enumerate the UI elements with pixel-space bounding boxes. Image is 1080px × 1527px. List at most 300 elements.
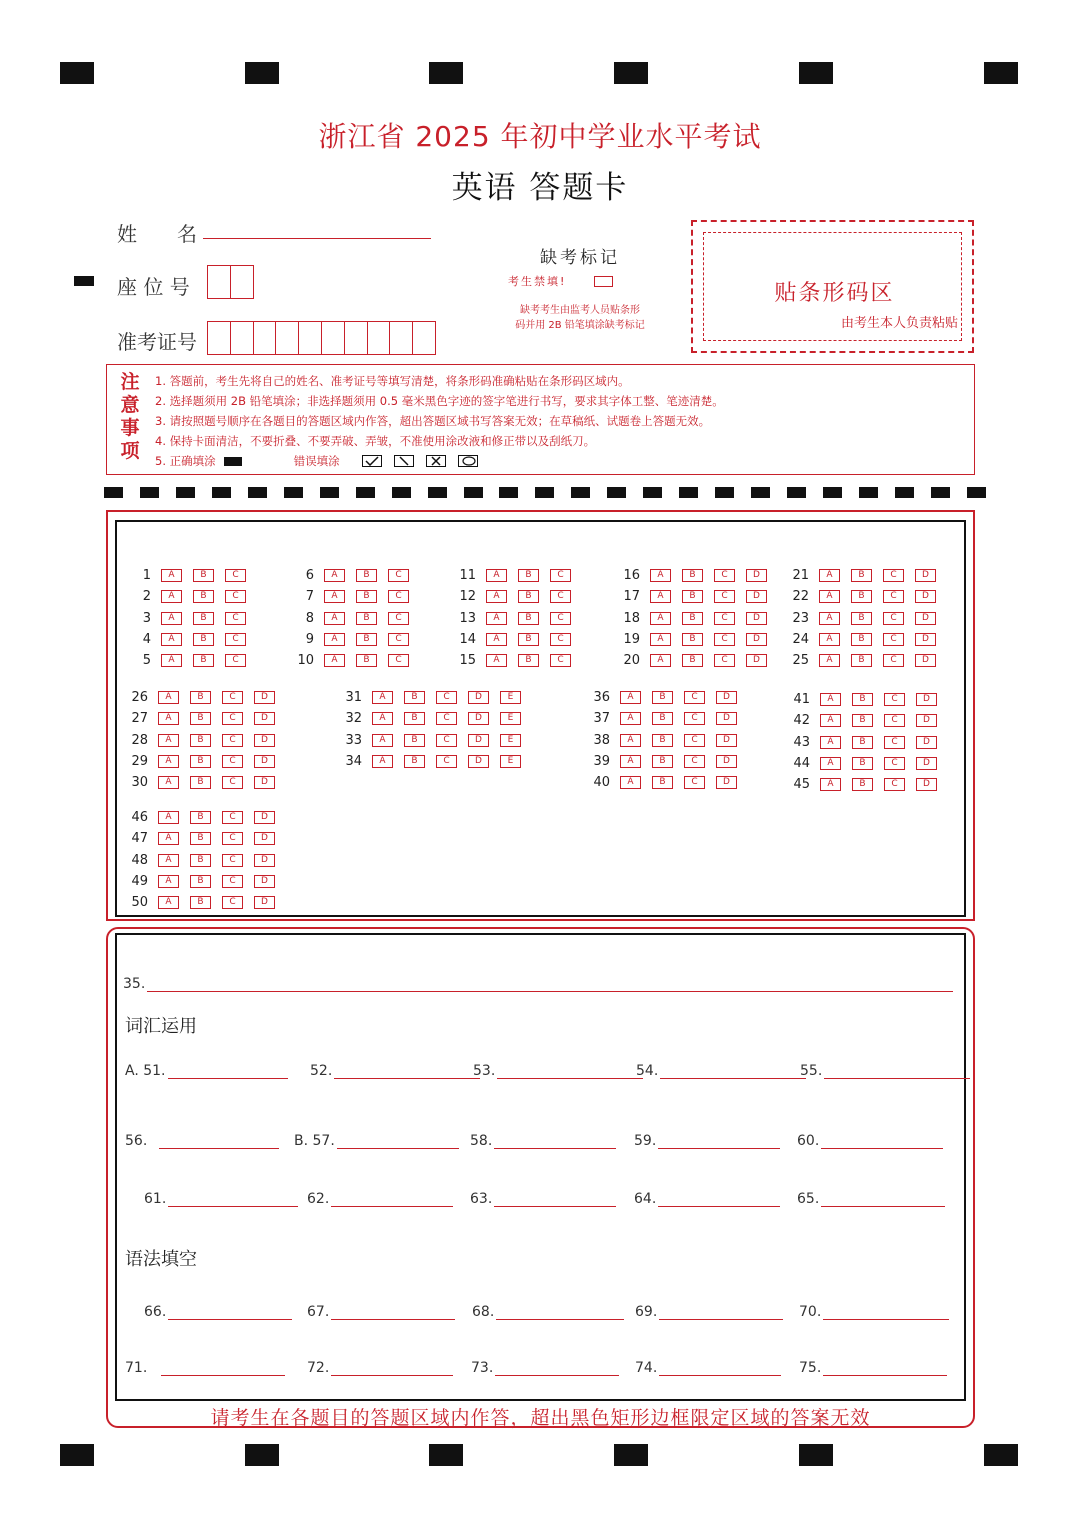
fill-blank[interactable] bbox=[144, 1191, 298, 1207]
answer-bubble[interactable]: C bbox=[225, 569, 246, 582]
answer-bubble[interactable]: C bbox=[222, 811, 243, 824]
id-box[interactable] bbox=[390, 322, 413, 354]
answer-bubble[interactable]: B bbox=[356, 569, 377, 582]
fill-blank[interactable] bbox=[473, 1063, 643, 1079]
answer-bubble[interactable]: C bbox=[222, 712, 243, 725]
answer-bubble[interactable]: B bbox=[652, 734, 673, 747]
question-row bbox=[590, 690, 748, 705]
answer-bubble[interactable]: C bbox=[550, 654, 571, 667]
answer-bubble[interactable]: B bbox=[518, 633, 539, 646]
fill-blank[interactable] bbox=[307, 1360, 453, 1376]
question-number: 47 bbox=[131, 831, 148, 847]
answer-bubble[interactable]: A bbox=[324, 612, 345, 625]
answer-bubble[interactable]: C bbox=[388, 590, 409, 603]
answer-bubble[interactable]: A bbox=[158, 832, 179, 845]
answer-bubble[interactable]: E bbox=[500, 691, 521, 704]
answer-bubble[interactable]: C bbox=[884, 778, 905, 791]
answer-bubble[interactable]: A bbox=[650, 654, 671, 667]
answer-bubble[interactable]: D bbox=[468, 712, 489, 725]
question-row bbox=[128, 690, 286, 705]
answer-bubble[interactable]: C bbox=[714, 569, 735, 582]
question-row bbox=[456, 632, 582, 647]
barcode-area[interactable] bbox=[691, 220, 974, 353]
answer-bubble[interactable]: A bbox=[650, 569, 671, 582]
blank-number: A. 51. bbox=[125, 1063, 166, 1079]
answer-bubble[interactable]: C bbox=[714, 590, 735, 603]
answer-bubble[interactable]: D bbox=[468, 691, 489, 704]
answer-bubble[interactable]: A bbox=[486, 569, 507, 582]
answer-bubble[interactable]: C bbox=[684, 691, 705, 704]
answer-bubble[interactable]: B bbox=[682, 633, 703, 646]
answer-bubble[interactable]: B bbox=[193, 590, 214, 603]
answer-bubble[interactable]: A bbox=[620, 712, 641, 725]
answer-bubble[interactable]: A bbox=[819, 654, 840, 667]
fill-blank[interactable] bbox=[471, 1360, 619, 1376]
answer-bubble[interactable]: B bbox=[193, 654, 214, 667]
answer-bubble[interactable]: C bbox=[714, 612, 735, 625]
answer-bubble[interactable]: C bbox=[714, 633, 735, 646]
answer-bubble[interactable]: A bbox=[158, 712, 179, 725]
answer-bubble[interactable]: C bbox=[222, 755, 243, 768]
question-row bbox=[620, 653, 778, 668]
answer-bubble[interactable]: C bbox=[222, 776, 243, 789]
answer-bubble[interactable]: A bbox=[819, 569, 840, 582]
answer-bubble[interactable]: C bbox=[222, 734, 243, 747]
answer-bubble[interactable]: B bbox=[190, 875, 211, 888]
question-number: 23 bbox=[792, 610, 809, 626]
fill-blank[interactable] bbox=[125, 1360, 285, 1376]
answer-line[interactable] bbox=[821, 1147, 943, 1149]
question-number: 37 bbox=[593, 711, 610, 727]
answer-bubble[interactable]: C bbox=[884, 693, 905, 706]
absent-note-line2: 码并用 2B 铅笔填涂缺考标记 bbox=[515, 320, 645, 331]
answer-bubble[interactable]: A bbox=[161, 633, 182, 646]
id-box[interactable] bbox=[368, 322, 391, 354]
answer-line[interactable] bbox=[658, 1205, 780, 1207]
answer-bubble[interactable]: C bbox=[388, 569, 409, 582]
answer-bubble[interactable]: B bbox=[190, 691, 211, 704]
answer-bubble[interactable]: D bbox=[254, 691, 275, 704]
answer-bubble[interactable]: A bbox=[158, 734, 179, 747]
answer-bubble[interactable]: C bbox=[684, 776, 705, 789]
answer-bubble[interactable]: C bbox=[225, 590, 246, 603]
wrong-fill-cross-icon bbox=[426, 455, 446, 467]
answer-bubble[interactable]: D bbox=[468, 755, 489, 768]
answer-bubble[interactable]: D bbox=[716, 712, 737, 725]
answer-line[interactable] bbox=[496, 1318, 624, 1320]
fill-blank[interactable] bbox=[294, 1133, 459, 1149]
answer-bubble[interactable]: B bbox=[851, 612, 872, 625]
answer-bubble[interactable]: A bbox=[819, 612, 840, 625]
answer-bubble[interactable]: A bbox=[158, 875, 179, 888]
answer-line[interactable] bbox=[497, 1077, 643, 1079]
seat-number-boxes[interactable] bbox=[207, 265, 254, 299]
answer-bubble[interactable]: C bbox=[225, 612, 246, 625]
timing-mark bbox=[60, 1444, 94, 1466]
answer-bubble[interactable]: A bbox=[372, 734, 393, 747]
answer-line[interactable] bbox=[331, 1318, 455, 1320]
answer-bubble[interactable]: E bbox=[500, 755, 521, 768]
answer-bubble[interactable]: B bbox=[193, 569, 214, 582]
answer-bubble[interactable]: C bbox=[883, 590, 904, 603]
answer-line[interactable] bbox=[337, 1147, 459, 1149]
answer-line[interactable] bbox=[659, 1318, 783, 1320]
question-row bbox=[131, 568, 257, 583]
answer-bubble[interactable]: A bbox=[158, 896, 179, 909]
correct-fill-label: 5. 正确填涂 bbox=[155, 454, 216, 468]
answer-bubble[interactable]: B bbox=[652, 691, 673, 704]
answer-bubble[interactable]: B bbox=[356, 590, 377, 603]
question-row bbox=[128, 853, 286, 868]
timing-mark bbox=[984, 1444, 1018, 1466]
answer-bubble[interactable]: D bbox=[254, 776, 275, 789]
answer-bubble[interactable]: C bbox=[222, 896, 243, 909]
id-box[interactable] bbox=[413, 322, 435, 354]
answer-bubble[interactable]: C bbox=[883, 654, 904, 667]
answer-bubble[interactable]: D bbox=[916, 736, 937, 749]
answer-bubble[interactable]: D bbox=[915, 612, 936, 625]
answer-bubble[interactable]: C bbox=[436, 734, 457, 747]
answer-bubble[interactable]: A bbox=[324, 590, 345, 603]
answer-bubble[interactable]: A bbox=[819, 633, 840, 646]
answer-line[interactable] bbox=[168, 1318, 292, 1320]
answer-bubble[interactable]: A bbox=[324, 633, 345, 646]
answer-line[interactable] bbox=[494, 1205, 616, 1207]
answer-bubble[interactable]: C bbox=[884, 714, 905, 727]
answer-bubble[interactable]: A bbox=[650, 612, 671, 625]
fill-blank[interactable] bbox=[634, 1133, 780, 1149]
question-row bbox=[790, 777, 948, 792]
absent-checkbox[interactable] bbox=[594, 276, 613, 287]
dash-mark bbox=[284, 487, 303, 498]
answer-bubble[interactable]: B bbox=[851, 633, 872, 646]
answer-bubble[interactable]: A bbox=[819, 590, 840, 603]
answer-line[interactable] bbox=[168, 1077, 288, 1079]
fill-blank[interactable] bbox=[310, 1063, 480, 1079]
answer-bubble[interactable]: A bbox=[486, 590, 507, 603]
answer-bubble[interactable]: B bbox=[190, 896, 211, 909]
answer-bubble[interactable]: D bbox=[746, 590, 767, 603]
answer-bubble[interactable]: A bbox=[620, 691, 641, 704]
answer-bubble[interactable]: B bbox=[518, 612, 539, 625]
answer-line[interactable] bbox=[658, 1147, 780, 1149]
answer-line[interactable] bbox=[821, 1205, 945, 1207]
answer-bubble[interactable]: B bbox=[852, 757, 873, 770]
blank-number: 64. bbox=[634, 1191, 657, 1207]
answer-bubble[interactable]: D bbox=[915, 633, 936, 646]
wrong-fill-slash-icon bbox=[394, 455, 414, 467]
answer-bubble[interactable]: D bbox=[254, 755, 275, 768]
absent-mark-title: 缺考标记 bbox=[540, 248, 620, 268]
question-row bbox=[128, 895, 286, 910]
answer-bubble[interactable]: B bbox=[682, 590, 703, 603]
exam-id-boxes[interactable] bbox=[207, 321, 436, 355]
answer-line[interactable] bbox=[823, 1374, 947, 1376]
answer-bubble[interactable]: B bbox=[852, 778, 873, 791]
answer-bubble[interactable]: B bbox=[190, 755, 211, 768]
answer-line[interactable] bbox=[331, 1205, 453, 1207]
answer-bubble[interactable]: B bbox=[404, 734, 425, 747]
answer-bubble[interactable]: A bbox=[486, 654, 507, 667]
answer-bubble[interactable]: C bbox=[550, 569, 571, 582]
answer-bubble[interactable]: D bbox=[915, 569, 936, 582]
id-box[interactable] bbox=[322, 322, 345, 354]
answer-line[interactable] bbox=[168, 1205, 298, 1207]
answer-bubble[interactable]: A bbox=[820, 693, 841, 706]
answer-bubble[interactable]: B bbox=[356, 654, 377, 667]
fill-blank[interactable] bbox=[307, 1191, 453, 1207]
answer-bubble[interactable]: C bbox=[883, 633, 904, 646]
blank-number: B. 57. bbox=[294, 1133, 335, 1149]
answer-bubble[interactable]: D bbox=[468, 734, 489, 747]
answer-bubble[interactable]: C bbox=[388, 654, 409, 667]
fill-blank[interactable] bbox=[125, 1063, 288, 1079]
answer-bubble[interactable]: B bbox=[193, 612, 214, 625]
answer-bubble[interactable]: C bbox=[222, 854, 243, 867]
blank-number: 73. bbox=[471, 1360, 494, 1376]
answer-bubble[interactable]: C bbox=[550, 612, 571, 625]
answer-bubble[interactable]: B bbox=[852, 736, 873, 749]
answer-bubble[interactable]: D bbox=[746, 654, 767, 667]
answer-bubble[interactable]: B bbox=[682, 612, 703, 625]
answer-bubble[interactable]: C bbox=[883, 569, 904, 582]
answer-bubble[interactable]: A bbox=[158, 691, 179, 704]
question-number: 30 bbox=[131, 775, 148, 791]
answer-bubble[interactable]: C bbox=[436, 755, 457, 768]
id-box[interactable] bbox=[276, 322, 299, 354]
answer-bubble[interactable]: B bbox=[652, 776, 673, 789]
answer-bubble[interactable]: D bbox=[254, 854, 275, 867]
card-title: 英语 答题卡 bbox=[451, 170, 629, 206]
answer-bubble[interactable]: D bbox=[254, 734, 275, 747]
answer-bubble[interactable]: D bbox=[915, 654, 936, 667]
answer-bubble[interactable]: D bbox=[254, 896, 275, 909]
fill-blank[interactable] bbox=[472, 1304, 624, 1320]
answer-bubble[interactable]: D bbox=[254, 811, 275, 824]
name-field[interactable] bbox=[203, 238, 431, 239]
answer-bubble[interactable]: C bbox=[222, 691, 243, 704]
answer-bubble[interactable]: B bbox=[356, 633, 377, 646]
answer-bubble[interactable]: D bbox=[916, 778, 937, 791]
answer-bubble[interactable]: C bbox=[550, 633, 571, 646]
question-number: 25 bbox=[792, 653, 809, 669]
answer-bubble[interactable]: A bbox=[158, 776, 179, 789]
id-box[interactable] bbox=[254, 322, 277, 354]
seat-box[interactable] bbox=[231, 266, 253, 298]
answer-bubble[interactable]: A bbox=[820, 778, 841, 791]
answer-bubble[interactable]: B bbox=[518, 654, 539, 667]
answer-bubble[interactable]: A bbox=[161, 612, 182, 625]
answer-bubble[interactable]: A bbox=[372, 712, 393, 725]
answer-bubble[interactable]: B bbox=[682, 569, 703, 582]
answer-bubble[interactable]: E bbox=[500, 734, 521, 747]
answer-bubble[interactable]: C bbox=[225, 654, 246, 667]
question-number: 11 bbox=[459, 568, 476, 583]
answer-bubble[interactable]: C bbox=[225, 633, 246, 646]
answer-bubble[interactable]: D bbox=[746, 612, 767, 625]
answer-bubble[interactable]: B bbox=[190, 712, 211, 725]
answer-bubble[interactable]: D bbox=[254, 832, 275, 845]
answer-bubble[interactable]: A bbox=[620, 776, 641, 789]
answer-bubble[interactable]: B bbox=[652, 712, 673, 725]
answer-bubble[interactable]: C bbox=[436, 712, 457, 725]
answer-bubble[interactable]: C bbox=[884, 736, 905, 749]
answer-bubble[interactable]: A bbox=[620, 755, 641, 768]
answer-bubble[interactable]: A bbox=[372, 691, 393, 704]
answer-bubble[interactable]: B bbox=[404, 712, 425, 725]
answer-line[interactable] bbox=[495, 1374, 619, 1376]
answer-bubble[interactable]: A bbox=[372, 755, 393, 768]
answer-bubble[interactable]: C bbox=[684, 755, 705, 768]
answer-bubble[interactable]: B bbox=[193, 633, 214, 646]
question-row bbox=[131, 653, 257, 668]
answer-bubble[interactable]: B bbox=[404, 755, 425, 768]
fill-blank[interactable] bbox=[144, 1304, 292, 1320]
answer-bubble[interactable]: C bbox=[714, 654, 735, 667]
answer-bubble[interactable]: B bbox=[190, 776, 211, 789]
answer-bubble[interactable]: C bbox=[222, 875, 243, 888]
answer-bubble[interactable]: A bbox=[324, 569, 345, 582]
answer-bubble[interactable]: C bbox=[436, 691, 457, 704]
answer-bubble[interactable]: D bbox=[716, 776, 737, 789]
answer-line[interactable] bbox=[823, 1318, 949, 1320]
answer-bubble[interactable]: B bbox=[190, 854, 211, 867]
answer-bubble[interactable]: D bbox=[916, 693, 937, 706]
answer-line[interactable] bbox=[824, 1077, 970, 1079]
answer-bubble[interactable]: A bbox=[650, 633, 671, 646]
answer-bubble[interactable]: A bbox=[324, 654, 345, 667]
name-label: 姓 名 bbox=[117, 222, 197, 246]
question-row bbox=[131, 589, 257, 604]
answer-bubble[interactable]: B bbox=[852, 693, 873, 706]
answer-bubble[interactable]: C bbox=[884, 757, 905, 770]
answer-bubble[interactable]: B bbox=[851, 569, 872, 582]
answer-bubble[interactable]: B bbox=[652, 755, 673, 768]
answer-bubble[interactable]: A bbox=[158, 811, 179, 824]
answer-bubble[interactable]: D bbox=[916, 714, 937, 727]
barcode-subtitle: 由考生本人负责粘贴 bbox=[840, 316, 958, 331]
timing-mark bbox=[614, 62, 648, 84]
answer-bubble[interactable]: C bbox=[684, 712, 705, 725]
question-row bbox=[456, 568, 582, 583]
answer-bubble[interactable]: B bbox=[682, 654, 703, 667]
question-number: 40 bbox=[593, 775, 610, 791]
id-box[interactable] bbox=[208, 322, 231, 354]
answer-bubble[interactable]: D bbox=[716, 755, 737, 768]
answer-bubble[interactable]: B bbox=[851, 654, 872, 667]
answer-bubble[interactable]: C bbox=[883, 612, 904, 625]
question-number: 6 bbox=[305, 568, 314, 583]
seat-box[interactable] bbox=[208, 266, 231, 298]
question-row bbox=[456, 653, 582, 668]
answer-bubble[interactable]: C bbox=[388, 612, 409, 625]
fill-blank[interactable] bbox=[635, 1360, 781, 1376]
answer-bubble[interactable]: A bbox=[486, 612, 507, 625]
blank-number: 72. bbox=[307, 1360, 330, 1376]
fill-blank[interactable] bbox=[636, 1063, 806, 1079]
answer-bubble[interactable]: B bbox=[851, 590, 872, 603]
id-box[interactable] bbox=[231, 322, 254, 354]
grammar-section-title: 语法填空 bbox=[125, 1249, 197, 1270]
answer-bubble[interactable]: A bbox=[650, 590, 671, 603]
answer-bubble[interactable]: A bbox=[820, 736, 841, 749]
answer-bubble[interactable]: D bbox=[716, 691, 737, 704]
answer-bubble[interactable]: C bbox=[550, 590, 571, 603]
answer-bubble[interactable]: E bbox=[500, 712, 521, 725]
fill-blank[interactable] bbox=[799, 1304, 949, 1320]
fill-blank[interactable] bbox=[799, 1360, 947, 1376]
answer-line[interactable] bbox=[331, 1374, 453, 1376]
answer-bubble[interactable]: B bbox=[852, 714, 873, 727]
q35-line[interactable] bbox=[123, 976, 953, 992]
fill-blank[interactable] bbox=[470, 1191, 616, 1207]
answer-bubble[interactable]: A bbox=[820, 714, 841, 727]
answer-bubble[interactable]: C bbox=[222, 832, 243, 845]
answer-line[interactable] bbox=[159, 1147, 279, 1149]
fill-blank[interactable] bbox=[470, 1133, 616, 1149]
answer-bubble[interactable]: A bbox=[158, 854, 179, 867]
fill-blank[interactable] bbox=[634, 1191, 780, 1207]
question-number: 13 bbox=[459, 610, 476, 626]
answer-line[interactable] bbox=[334, 1077, 480, 1079]
answer-bubble[interactable]: A bbox=[158, 755, 179, 768]
fill-blank[interactable] bbox=[797, 1191, 945, 1207]
answer-line[interactable] bbox=[659, 1374, 781, 1376]
seat-mark bbox=[74, 276, 94, 286]
answer-bubble[interactable]: D bbox=[254, 875, 275, 888]
answer-bubble[interactable]: D bbox=[746, 633, 767, 646]
answer-bubble[interactable]: B bbox=[518, 590, 539, 603]
answer-line[interactable] bbox=[660, 1077, 806, 1079]
answer-bubble[interactable]: A bbox=[161, 654, 182, 667]
answer-bubble[interactable]: A bbox=[620, 734, 641, 747]
answer-bubble[interactable]: A bbox=[820, 757, 841, 770]
answer-bubble[interactable]: B bbox=[190, 811, 211, 824]
answer-bubble[interactable]: B bbox=[190, 832, 211, 845]
answer-bubble[interactable]: D bbox=[746, 569, 767, 582]
answer-bubble[interactable]: D bbox=[716, 734, 737, 747]
question-row bbox=[128, 775, 286, 790]
question-number: 7 bbox=[305, 589, 314, 605]
answer-bubble[interactable]: D bbox=[254, 712, 275, 725]
answer-bubble[interactable]: D bbox=[915, 590, 936, 603]
absent-forbid-text: 考生禁填! bbox=[508, 275, 567, 288]
answer-bubble[interactable]: B bbox=[518, 569, 539, 582]
answer-bubble[interactable]: A bbox=[161, 590, 182, 603]
fill-blank[interactable] bbox=[125, 1133, 279, 1149]
id-box[interactable] bbox=[345, 322, 368, 354]
answer-bubble[interactable]: A bbox=[486, 633, 507, 646]
answer-bubble[interactable]: C bbox=[388, 633, 409, 646]
answer-bubble[interactable]: B bbox=[404, 691, 425, 704]
question-number: 22 bbox=[792, 589, 809, 605]
answer-line[interactable] bbox=[161, 1374, 285, 1376]
fill-blank[interactable] bbox=[307, 1304, 455, 1320]
question-number: 5 bbox=[142, 653, 151, 669]
fill-blank[interactable] bbox=[800, 1063, 970, 1079]
answer-bubble[interactable]: D bbox=[916, 757, 937, 770]
answer-line[interactable] bbox=[494, 1147, 616, 1149]
answer-line[interactable] bbox=[147, 990, 953, 992]
answer-bubble[interactable]: A bbox=[161, 569, 182, 582]
id-box[interactable] bbox=[299, 322, 322, 354]
fill-blank[interactable] bbox=[635, 1304, 783, 1320]
fill-blank[interactable] bbox=[797, 1133, 943, 1149]
answer-bubble[interactable]: B bbox=[356, 612, 377, 625]
answer-bubble[interactable]: C bbox=[684, 734, 705, 747]
written-panel bbox=[115, 933, 966, 1401]
answer-bubble[interactable]: B bbox=[190, 734, 211, 747]
